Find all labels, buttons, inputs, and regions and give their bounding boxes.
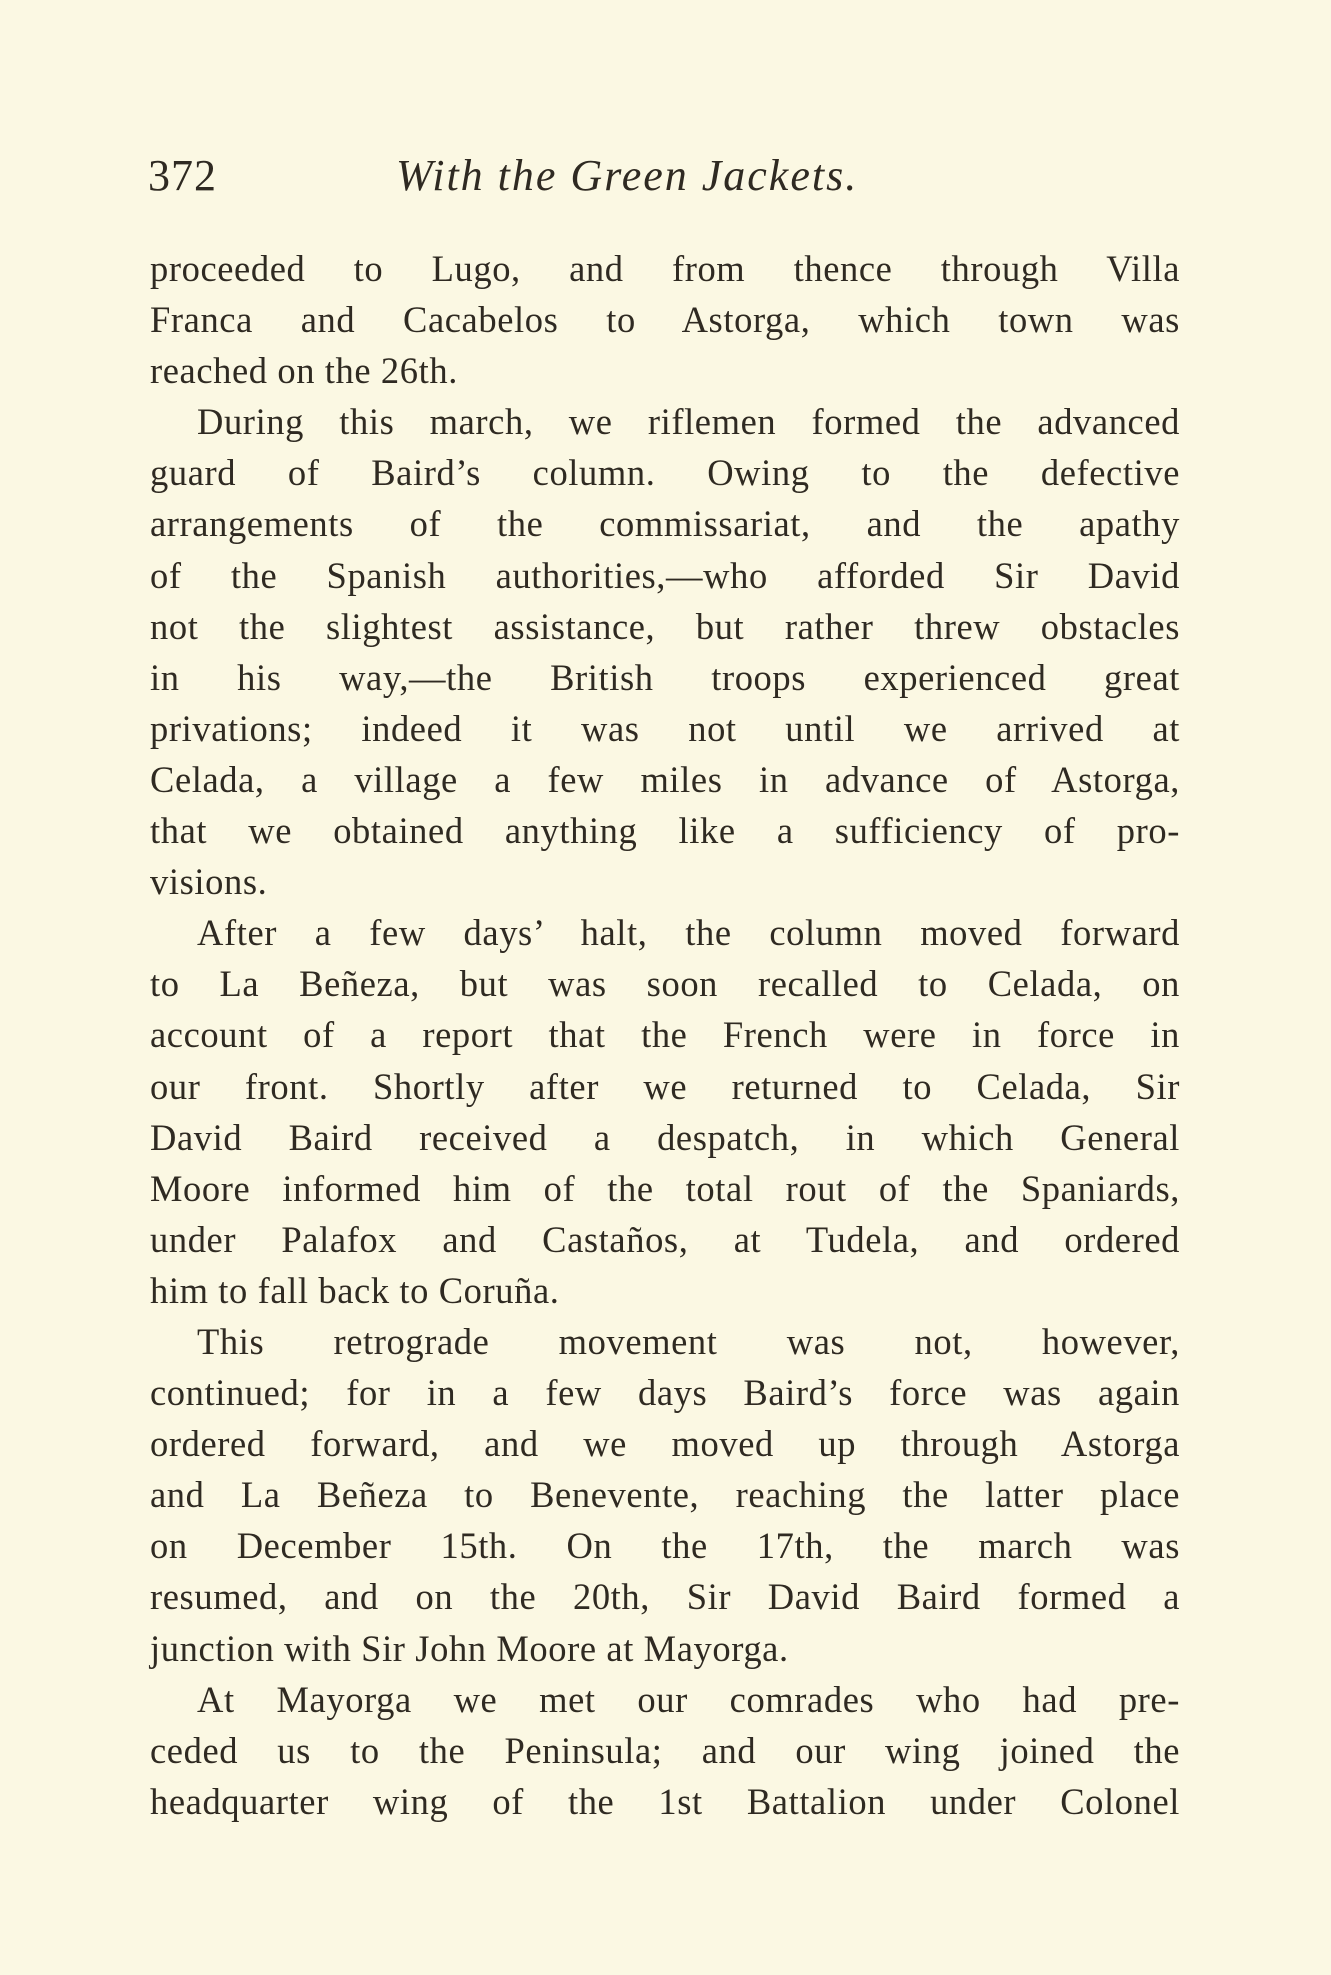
text-line: David Baird received a despatch, in which General bbox=[150, 1116, 1180, 1158]
text-line: Moore informed him of the total rout of the Spaniards, bbox=[150, 1167, 1180, 1209]
text-line: ordered forward, and we moved up through Astorga bbox=[150, 1423, 1180, 1465]
text-line: arrangements of the commissariat, and the apathy bbox=[150, 503, 1180, 545]
text-line: to La Beñeza, but was soon recalled to Celada, on bbox=[150, 963, 1180, 1005]
text-line: junction with Sir John Moore at Mayorga. bbox=[150, 1627, 789, 1669]
text-line: guard of Baird’s column. Owing to the defective bbox=[150, 452, 1180, 494]
page-number: 372 bbox=[148, 151, 217, 200]
text-line: privations; indeed it was not until we arrived at bbox=[150, 707, 1180, 749]
text-line: in his way,—the British troops experienced great bbox=[150, 656, 1180, 698]
text-line: reached on the 26th. bbox=[150, 350, 458, 392]
text-line: on December 15th. On the 17th, the march was bbox=[150, 1525, 1180, 1567]
text-line: account of a report that the French were in force in bbox=[150, 1014, 1180, 1056]
text-line: proceeded to Lugo, and from thence through Villa bbox=[150, 248, 1180, 289]
text-line: During this march, we riflemen formed the advanced bbox=[197, 401, 1180, 443]
text-line: ceded us to the Peninsula; and our wing joined the bbox=[150, 1729, 1180, 1771]
text-line: that we obtained anything like a sufficiency of pro- bbox=[150, 810, 1180, 852]
running-title: With the Green Jackets. bbox=[396, 151, 859, 200]
text-line: him to fall back to Coruña. bbox=[150, 1269, 560, 1311]
text-line: Franca and Cacabelos to Astorga, which town was bbox=[150, 299, 1180, 341]
text-line: under Palafox and Castaños, at Tudela, and ordered bbox=[150, 1218, 1180, 1260]
text-line: visions. bbox=[150, 861, 268, 903]
text-line: After a few days’ halt, the column moved forward bbox=[197, 912, 1180, 954]
text-line: not the slightest assistance, but rather threw obstacles bbox=[150, 605, 1180, 647]
text-line: This retrograde movement was not, however, bbox=[197, 1320, 1180, 1362]
text-line: headquarter wing of the 1st Battalion under Colonel bbox=[150, 1780, 1180, 1822]
text-line: At Mayorga we met our comrades who had pre- bbox=[197, 1678, 1180, 1720]
body-text bbox=[150, 243, 1180, 1827]
page-header bbox=[148, 150, 1188, 210]
text-line: continued; for in a few days Baird’s force was again bbox=[150, 1372, 1180, 1414]
text-line: resumed, and on the 20th, Sir David Baird formed a bbox=[150, 1576, 1180, 1618]
text-line: of the Spanish authorities,—who afforded Sir David bbox=[150, 554, 1180, 596]
text-line: our front. Shortly after we returned to Celada, Sir bbox=[150, 1065, 1180, 1107]
text-line: Celada, a village a few miles in advance of Astorga, bbox=[150, 758, 1180, 800]
text-line: and La Beñeza to Benevente, reaching the latter place bbox=[150, 1474, 1180, 1516]
